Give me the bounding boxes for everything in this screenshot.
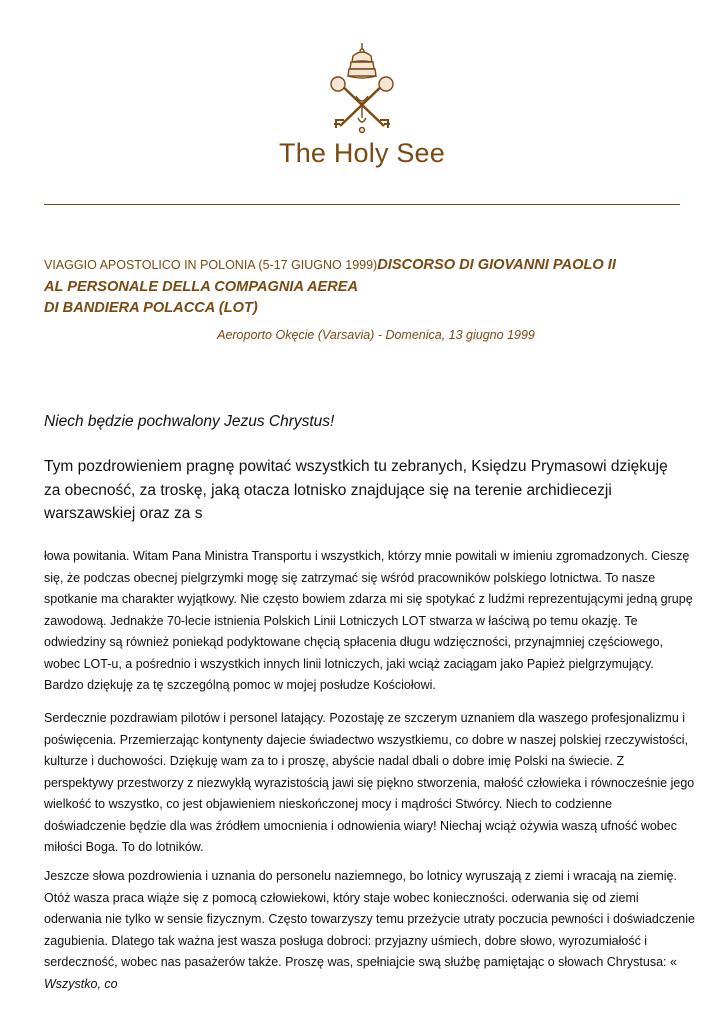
speech-heading-line2: AL PERSONALE DELLA COMPAGNIA AEREA — [44, 278, 359, 295]
greeting: Niech będzie pochwalony Jezus Chrystus! — [44, 413, 335, 430]
place-date: Aeroporto Okęcie (Varsavia) - Domenica, 13 giugno 1999 — [217, 328, 535, 342]
papal-coat-of-arms-icon — [318, 40, 406, 136]
quote-italic: Wszystko, co — [44, 976, 118, 991]
paragraph-text: Jeszcze słowa pozdrowienia i uznania do personelu naziemnego, bo lotnicy wyruszają z ziemi i wracają na ziemię. Otóż wasza praca wiąże się z pomocą człowiekowi, który staje wobec konieczności. oderwania się od ziemi oderwania nie tylko w sensie fizycznym. Często towarzyszy temu przeżycie utraty poczucia pewności i doświadczenie zagubienia. Dlatego tak ważna jest wasza posługa dobroci: przyjazny uśmiech, dobre słowo, wyrozumiałość i serdeczność, wobec nas pasażerów także. Proszę was, spełniajcie swą służbę pamiętając o słowach Chrystusa: « — [44, 869, 695, 969]
site-title[interactable]: The Holy See — [279, 138, 445, 168]
speech-header — [44, 255, 684, 320]
intro-paragraph: Tym pozdrowieniem pragnę powitać wszystkich tu zebranych, Księdzu Prymasowi dziękuję za obecność, za troskę, jaką otacza lotnisko znajdujące się na terenie archidiecezji warszawskiej oraz za s — [44, 458, 668, 522]
speech-heading-line1: DISCORSO DI GIOVANNI PAOLO II — [377, 257, 616, 273]
trip-title: VIAGGIO APOSTOLICO IN POLONIA (5-17 GIUGNO 1999) — [44, 258, 378, 272]
paragraph: Serdecznie pozdrawiam pilotów i personel latający. Pozostaję ze szczerym uznaniem dla waszego profesjonalizmu i poświęcenia. Przemierzając kontynenty dajecie świadectwo wszystkiemu, co dobre w naszej polskiej rzeczywistości, kulturze i duchowości. Dziękuję wam za to i proszę, abyście nadal dbali o dobre imię Polski na świecie. Z perspektywy przestworzy z niezwykłą wyrazistością jawi się piękno stworzenia, małość człowieka i równocześnie jego wielkość to wszystko, co jest objawieniem nieskończonej mocy i mądrości Stwórcy. Niech to codzienne doświadczenie będzie dla was źródłem umocnienia i odnowienia wiary! Niechaj wciąż ożywia waszą ufność wobec miłości Boga. To do lotników. — [44, 711, 695, 854]
speech-heading-line3: DI BANDIERA POLACCA (LOT) — [44, 300, 258, 316]
divider — [44, 204, 680, 205]
paragraph — [44, 866, 696, 995]
paragraph: łowa powitania. Witam Pana Ministra Transportu i wszystkich, którzy mnie powitali w imieniu zgromadzonych. Cieszę się, że podczas obecnej pielgrzymki mogę się zatrzymać się wśród pracowników polskiego lotnictwa. To nasze spotkanie ma charakter wyjątkowy. Nie często bowiem zdarza mi się spotykać z ludźmi reprezentującymi jedną grupę zawodową. Jednakże 70-lecie istnienia Polskich Linii Lotniczych LOT stwarza w łaściwą po temu okazję. Te odwiedziny są również poniekąd podyktowane chęcią spłacenia długu wdzięczności, przynajmniej częściowego, wobec LOT-u, a pośrednio i wszystkich innych linii lotniczych, jaki wciąż zaciągam jako Papież pielgrzymujący. Bardzo dziękuję za tę szczególną pomoc w mojej posłudze Kościołowi. — [44, 549, 693, 692]
